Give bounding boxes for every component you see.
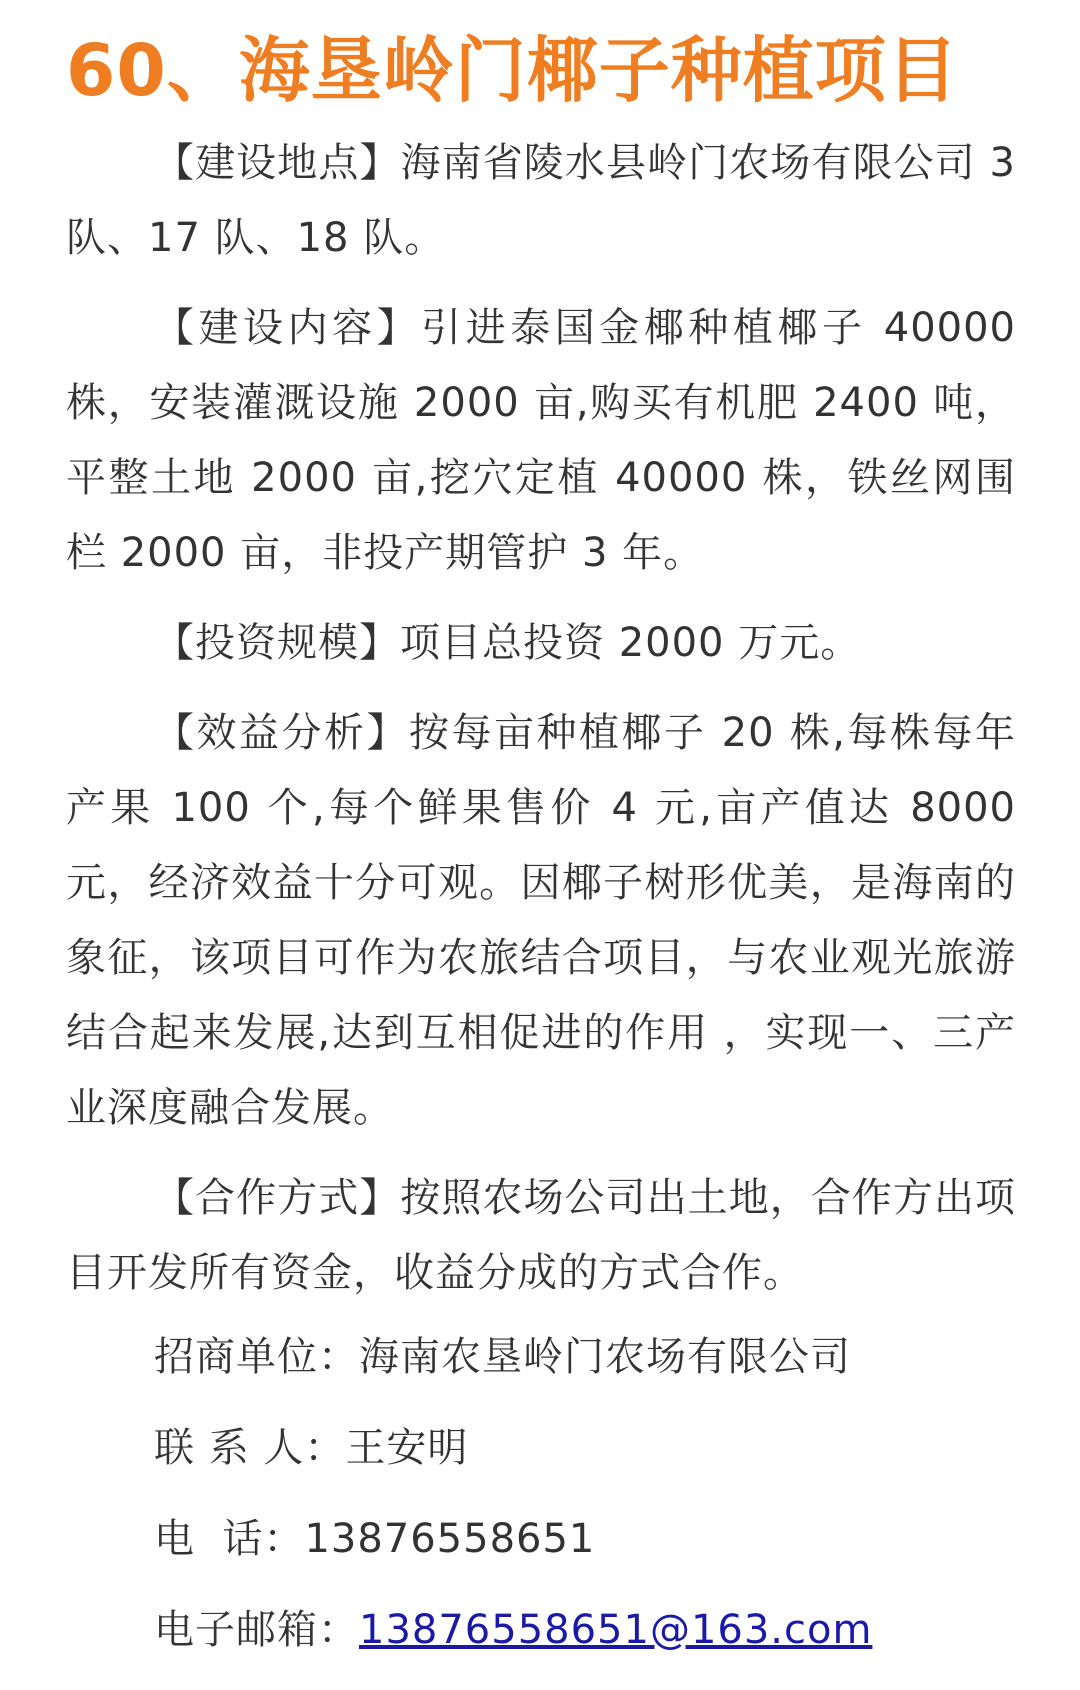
contact-phone [154, 1508, 1016, 1570]
page-title: 60、海垦岭门椰子种植项目 [66, 29, 959, 112]
contact-unit-value: 海南农垦岭门农场有限公司 [359, 1334, 851, 1380]
contact-phone-label: 电 话： [154, 1516, 305, 1562]
contact-person-value: 王安明 [345, 1425, 469, 1471]
contact-phone-value: 13876558651 [304, 1516, 596, 1562]
article [66, 30, 1016, 1690]
paragraph-content: 【建设内容】引进泰国金椰种植椰子 40000 株，安装灌溉设施 2000 亩,购买有机肥 2400 吨，平整土地 2000 亩,挖穴定植 40000 株，铁丝网围栏 2000 亩，非投产期管护 3 年。 [66, 305, 1016, 576]
contact-person [154, 1417, 1016, 1479]
email-link[interactable]: 13876558651@163.com [359, 1607, 873, 1653]
paragraph-investment: 【投资规模】项目总投资 2000 万元。 [154, 620, 862, 666]
paragraph-location: 【建设地点】海南省陵水县岭门农场有限公司 3 队、17 队、18 队。 [66, 140, 1016, 261]
contact-email-label: 电子邮箱： [154, 1607, 359, 1653]
contact-unit [154, 1326, 1016, 1388]
contact-person-label: 联 系 人： [154, 1425, 346, 1471]
paragraph-benefit: 【效益分析】按每亩种植椰子 20 株,每株每年产果 100 个,每个鲜果售价 4 元,亩产值达 8000 元，经济效益十分可观。因椰子树形优美，是海南的象征，该项目可作为农旅结合项目，与农业观光旅游结合起来发展,达到互相促进的作用 ，实现一、三产业深度融合发展。 [66, 710, 1016, 1131]
contact-email [154, 1599, 1016, 1661]
paragraph-cooperation: 【合作方式】按照农场公司出土地，合作方出项目开发所有资金，收益分成的方式合作。 [66, 1175, 1016, 1296]
contact-unit-label: 招商单位： [154, 1334, 359, 1380]
